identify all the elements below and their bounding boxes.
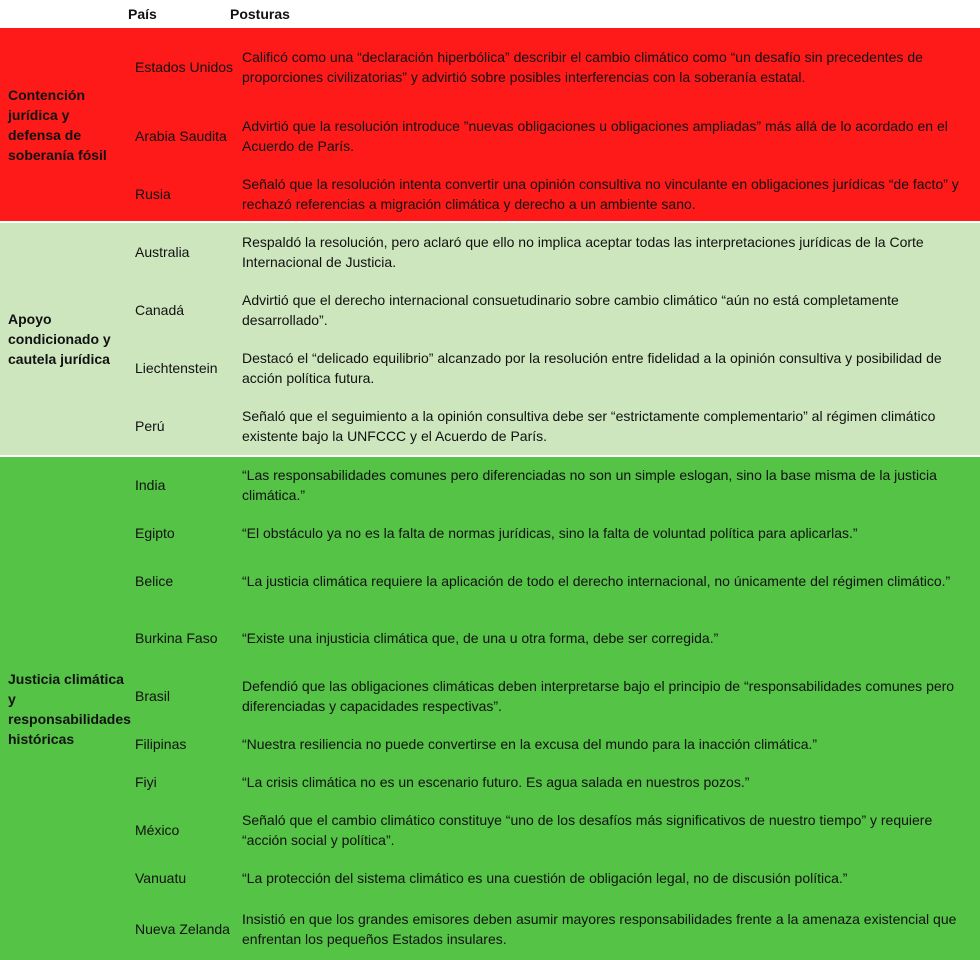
posture-cell: “La justicia climática requiere la aplicación de todo el derecho internacional, no únicamente del régimen climático.” <box>242 573 951 589</box>
posture-cell: Destacó el “delicado equilibrio” alcanzado por la resolución entre fidelidad a la opinión consultiva y posibilidad de acción política futura. <box>242 350 942 386</box>
table-row <box>128 667 980 725</box>
posture-cell: Señaló que el cambio climático constituye “uno de los desafíos más significativos de nuestro tiempo” y requiere “acción social y política”. <box>242 812 933 848</box>
country-cell: Rusia <box>135 185 171 202</box>
table-row <box>128 223 980 281</box>
country-cell: Belice <box>135 573 174 589</box>
section-rows <box>128 457 980 960</box>
table-row <box>128 897 980 960</box>
header-posture: Posturas <box>230 6 290 22</box>
table-row <box>128 397 980 455</box>
section-climate-justice <box>0 455 980 960</box>
posture-cell: Señaló que la resolución intenta convertir una opinión consultiva no vinculante en obligaciones jurídicas “de facto” y rechazó referencias a migración climática y derecho a un ambiente sano. <box>242 175 959 212</box>
table-header <box>0 0 980 28</box>
country-cell: Liechtenstein <box>135 360 218 376</box>
country-cell: Brasil <box>135 688 171 704</box>
posture-cell: Señaló que el seguimiento a la opinión consultiva debe ser “estrictamente complementario” al régimen climático existente bajo la UNFCCC y el Acuerdo de París. <box>242 408 936 444</box>
table-row <box>128 859 980 897</box>
table-row <box>128 609 980 667</box>
section-rows <box>128 28 980 221</box>
table-row <box>128 106 980 166</box>
table-row <box>128 801 980 859</box>
table-row <box>128 457 980 513</box>
table-row <box>128 725 980 763</box>
country-cell: Canadá <box>135 302 185 318</box>
country-cell: México <box>135 822 180 838</box>
table-row <box>128 166 980 221</box>
country-cell: Perú <box>135 418 165 434</box>
table-row <box>128 553 980 609</box>
posture-cell: “Nuestra resiliencia no puede convertirse en la excusa del mundo para la inacción climática.” <box>242 736 818 752</box>
posture-cell: Defendió que las obligaciones climáticas deben interpretarse bajo el principio de “responsabilidades comunes pero diferenciadas y capacidades respectivas”. <box>242 678 955 714</box>
country-cell: Arabia Saudita <box>135 128 227 144</box>
country-cell: India <box>135 477 166 493</box>
group-label: Contención jurídica y defensa de soberanía fósil <box>8 86 107 163</box>
country-cell: Australia <box>135 244 190 260</box>
posture-cell: “El obstáculo ya no es la falta de normas jurídicas, sino la falta de voluntad política para aplicarlas.” <box>242 525 858 541</box>
section-fossil-sovereignty <box>0 28 980 221</box>
table-row <box>128 281 980 339</box>
posture-cell: Insistió en que los grandes emisores deben asumir mayores responsabilidades frente a la amenaza existencial que enfrentan los pequeños Estados insulares. <box>242 910 957 947</box>
country-cell: Estados Unidos <box>135 59 234 75</box>
section-conditional-support <box>0 221 980 455</box>
posture-cell: Advirtió que la resolución introduce ”nuevas obligaciones u obligaciones ampliadas” más allá de lo acordado en el Acuerdo de París. <box>242 118 948 154</box>
country-cell: Egipto <box>135 525 175 541</box>
table-row <box>128 763 980 801</box>
posture-cell: Advirtió que el derecho internacional consuetudinario sobre cambio climático “aún no está completamente desarrollado”. <box>242 292 899 328</box>
country-cell: Fiyi <box>135 774 157 790</box>
country-cell: Filipinas <box>135 736 187 752</box>
group-label: Apoyo condicionado y cautela jurídica <box>8 311 111 367</box>
table-row <box>128 339 980 397</box>
posture-cell: “Existe una injusticia climática que, de una u otra forma, debe ser corregida.” <box>242 630 719 646</box>
section-rows <box>128 223 980 455</box>
group-label: Justicia climática y responsabilidades históricas <box>8 670 131 747</box>
country-cell: Nueva Zelanda <box>135 920 230 937</box>
table-row <box>128 28 980 106</box>
posture-cell: “La crisis climática no es un escenario futuro. Es agua salada en nuestros pozos.” <box>242 774 750 790</box>
table-row <box>128 513 980 553</box>
country-cell: Vanuatu <box>135 870 187 886</box>
header-country: País <box>128 6 157 22</box>
country-cell: Burkina Faso <box>135 630 218 646</box>
posture-cell: “Las responsabilidades comunes pero diferenciadas no son un simple eslogan, sino la base misma de la justicia climática.” <box>242 467 937 503</box>
posture-cell: “La protección del sistema climático es una cuestión de obligación legal, no de discusión política.” <box>242 870 848 886</box>
posture-cell: Respaldó la resolución, pero aclaró que ello no implica aceptar todas las interpretaciones jurídicas de la Corte Internacional de Justicia. <box>242 234 924 270</box>
posture-cell: Calificó como una “declaración hiperbólica” describir el cambio climático como “un desafío sin precedentes de proporciones civilizatorias” y advirtió sobre posibles interferencias con la soberanía estatal. <box>242 49 923 85</box>
